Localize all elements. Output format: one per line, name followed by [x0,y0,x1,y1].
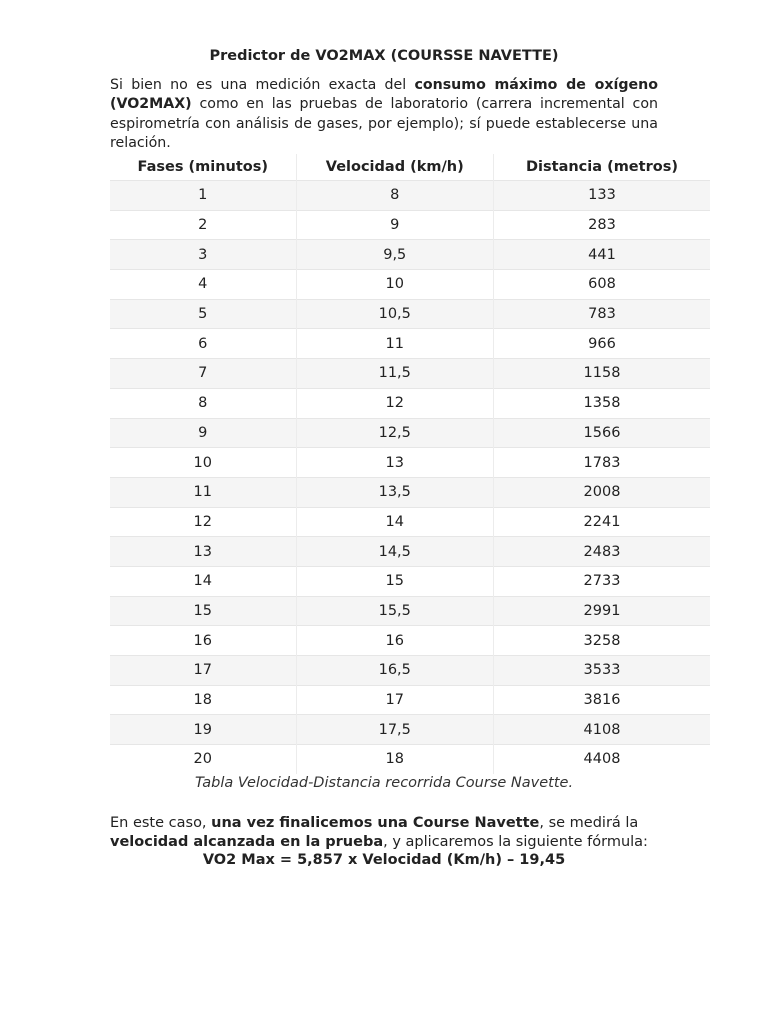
page-title: Predictor de VO2MAX (COURSSE NAVETTE) [209,48,559,64]
cell-speed: 10,5 [296,299,493,329]
cell-phase: 10 [110,448,296,478]
para-text-1: En este caso, [110,815,212,831]
intro-text-1: Si bien no es una medición exacta del [110,77,415,93]
table-row [110,359,710,389]
intro-bold-term: consumo máximo de oxígeno (VO2MAX) [110,77,658,113]
cell-speed: 9 [296,210,493,240]
cell-phase: 15 [110,596,296,626]
cell-distance: 783 [493,299,710,329]
cell-distance: 283 [493,210,710,240]
para-text-2: , se medirá la [539,815,639,831]
cell-phase: 3 [110,240,296,270]
cell-distance: 608 [493,270,710,300]
table-row [110,745,710,774]
cell-phase: 13 [110,537,296,567]
cell-phase: 18 [110,685,296,715]
cell-speed: 14,5 [296,537,493,567]
cell-speed: 15 [296,566,493,596]
cell-speed: 17,5 [296,715,493,745]
cell-speed: 16 [296,626,493,656]
table-row [110,507,710,537]
cell-phase: 20 [110,745,296,774]
cell-distance: 4408 [493,745,710,774]
table-row [110,270,710,300]
intro-paragraph [110,76,658,154]
cell-speed: 12,5 [296,418,493,448]
cell-speed: 13 [296,448,493,478]
table-row [110,299,710,329]
cell-speed: 9,5 [296,240,493,270]
table-row [110,448,710,478]
table-body [110,181,710,774]
speed-distance-table [110,154,710,774]
cell-distance: 1158 [493,359,710,389]
table-row [110,626,710,656]
header-phases: Fases (minutos) [137,159,269,175]
cell-phase: 4 [110,270,296,300]
cell-speed: 16,5 [296,656,493,686]
cell-distance: 2733 [493,566,710,596]
cell-speed: 12 [296,388,493,418]
table-row [110,537,710,567]
cell-distance: 2483 [493,537,710,567]
cell-phase: 5 [110,299,296,329]
cell-speed: 18 [296,745,493,774]
cell-speed: 8 [296,181,493,211]
cell-speed: 14 [296,507,493,537]
table-row [110,566,710,596]
cell-speed: 15,5 [296,596,493,626]
cell-phase: 6 [110,329,296,359]
table-row [110,596,710,626]
table-row [110,329,710,359]
para-text-3: , y aplicaremos la siguiente fórmula: [383,834,648,851]
cell-distance: 2991 [493,596,710,626]
cell-distance: 1566 [493,418,710,448]
table-row [110,477,710,507]
table-row [110,685,710,715]
cell-speed: 13,5 [296,477,493,507]
para-bold-1: una vez finalicemos una Course Navette [211,815,540,831]
formula-intro-paragraph [110,814,670,853]
cell-phase: 1 [110,181,296,211]
cell-distance: 1358 [493,388,710,418]
cell-distance: 1783 [493,448,710,478]
cell-distance: 966 [493,329,710,359]
table-row [110,240,710,270]
cell-speed: 10 [296,270,493,300]
table-row [110,181,710,211]
table-caption: Tabla Velocidad-Distancia recorrida Course Navette. [194,775,574,791]
header-distance: Distancia (metros) [493,154,710,181]
table-row [110,388,710,418]
cell-phase: 17 [110,656,296,686]
cell-phase: 19 [110,715,296,745]
intro-text-2: como en las pruebas de laboratorio (carrera incremental con espirometría con análisis de gases, por ejemplo); sí puede establecerse una relación. [110,96,658,152]
cell-distance: 2008 [493,477,710,507]
cell-phase: 9 [110,418,296,448]
cell-speed: 17 [296,685,493,715]
table-row [110,715,710,745]
table-row [110,210,710,240]
cell-phase: 8 [110,388,296,418]
table-header-row [110,154,710,181]
cell-distance: 441 [493,240,710,270]
cell-phase: 2 [110,210,296,240]
cell-phase: 16 [110,626,296,656]
cell-phase: 14 [110,566,296,596]
cell-speed: 11,5 [296,359,493,389]
cell-distance: 3533 [493,656,710,686]
vo2max-formula: VO2 Max = 5,857 x Velocidad (Km/h) – 19,45 [202,852,566,868]
cell-distance: 3258 [493,626,710,656]
cell-phase: 12 [110,507,296,537]
cell-distance: 4108 [493,715,710,745]
header-speed: Velocidad (km/h) [296,154,493,181]
cell-distance: 133 [493,181,710,211]
cell-distance: 3816 [493,685,710,715]
table-row [110,418,710,448]
cell-distance: 2241 [493,507,710,537]
cell-speed: 11 [296,329,493,359]
cell-phase: 11 [110,477,296,507]
table-row [110,656,710,686]
cell-phase: 7 [110,359,296,389]
para-bold-2: velocidad alcanzada en la prueba [110,834,384,851]
